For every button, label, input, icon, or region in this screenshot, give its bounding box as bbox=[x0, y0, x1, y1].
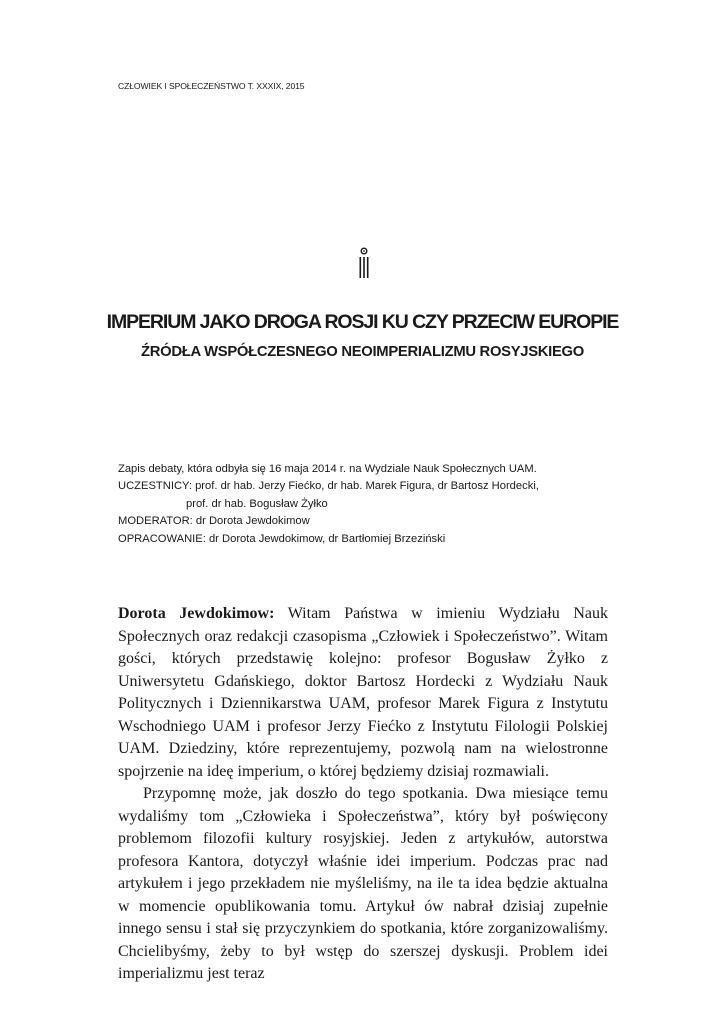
journal-logo-icon bbox=[358, 247, 370, 279]
editing-line: OPRACOWANIE: dr Dorota Jewdokimow, dr Bartłomiej Brzeziński bbox=[118, 532, 446, 545]
paragraph-1-text: Witam Państwa w imieniu Wydziału Nauk Społecznych oraz redakcji czasopisma „Człowiek i Społeczeństwo”. Witam gości, których przedstawię kolejno: profesor Bogusław Żyłko z Uniwersytetu Gdańskiego, doktor Bartosz Hordecki z Wydziału Nauk Politycznych i Dziennikarstwa UAM, profesor Marek Figura z Instytutu Wschodniego UAM i profesor Jerzy Fiećko z Instytutu Filologii Polskiej UAM. Dziedziny, które reprezentujemy, pozwolą nam na wielostronne spojrzenie na ideę imperium, o której będziemy dzisiaj rozmawiali. bbox=[118, 605, 608, 780]
running-head: CZŁOWIEK I SPOŁECZEŃSTWO T. XXXIX, 2015 bbox=[118, 81, 305, 91]
speaker-name: Dorota Jewdokimow: bbox=[118, 605, 275, 622]
article-subtitle: ŹRÓDŁA WSPÓŁCZESNEGO NEOIMPERIALIZMU ROSYJSKIEGO bbox=[141, 344, 584, 360]
paragraph-2: Przypomnę może, jak doszło do tego spotkania. Dwa miesiące temu wydaliśmy tom „Człowieka i Społeczeństwa”, który był poświęcony problemom filozofii kultury rosyjskiej. Jeden z artykułów, autorstwa profesora Kantora, dotyczył właśnie idei imperium. Podczas prac nad artykułem i jego przekładem nie myśleliśmy, na ile ta idea będzie aktualna w momencie opublikowania tomu. Artykuł ów nabrał dzisiaj zupełnie innego sensu i stał się przyczynkiem do spotkania, które zorganizowaliśmy. Chcielibyśmy, żeby to był wstęp do szerszej dyskusji. Problem idei imperializmu jest teraz bbox=[118, 785, 608, 982]
participants-line: UCZESTNICY: prof. dr hab. Jerzy Fiećko, dr hab. Marek Figura, dr Bartosz Hordecki, bbox=[118, 480, 539, 493]
debate-record-line: Zapis debaty, która odbyła się 16 maja 2014 r. na Wydziale Nauk Społecznych UAM. bbox=[118, 463, 537, 475]
paragraph-1 bbox=[118, 603, 608, 783]
debate-metadata bbox=[118, 461, 539, 548]
participants-continuation: prof. dr hab. Bogusław Żyłko bbox=[186, 497, 328, 510]
article-body bbox=[118, 603, 608, 986]
article-title: IMPERIUM JAKO DROGA ROSJI KU CZY PRZECIW EUROPIE bbox=[106, 311, 619, 333]
moderator-line: MODERATOR: dr Dorota Jewdokimow bbox=[118, 515, 310, 528]
